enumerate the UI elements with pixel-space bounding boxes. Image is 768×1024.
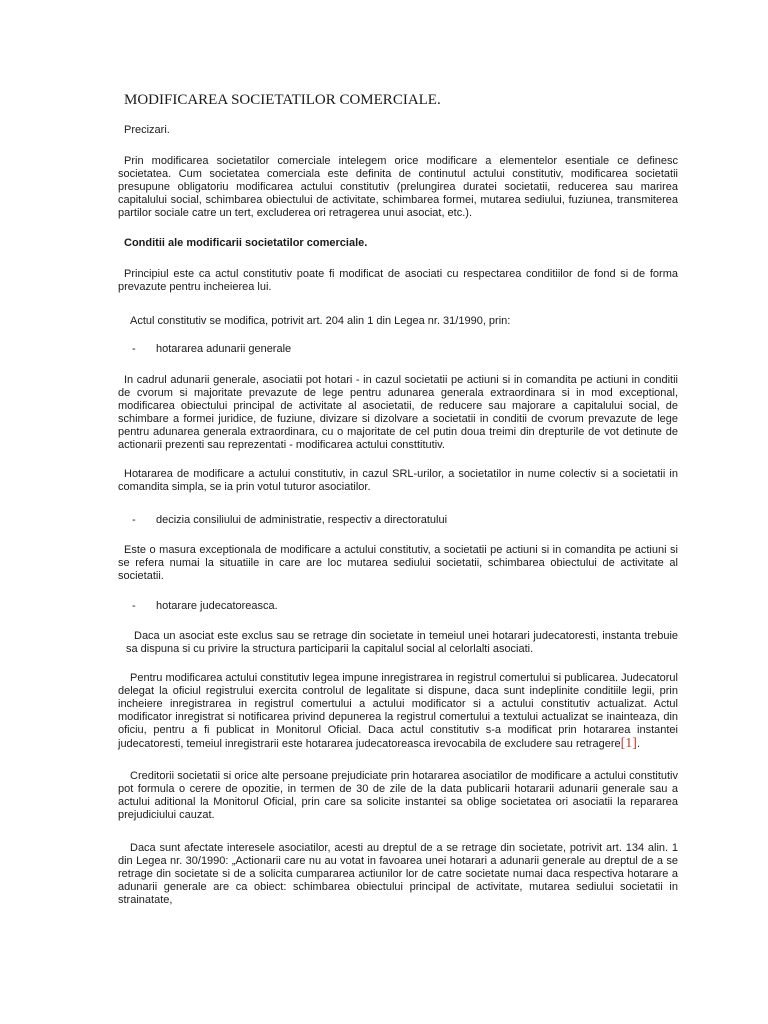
paragraph-registration-text: Pentru modificarea actului constitutiv legea impune inregistrarea in registrul comertului si publicarea. Judecatorul delegat la oficiul registrului exercita controlul de legalitate si dispune, daca sunt indeplinite conditiile legii, prin incheiere inregistrarea in registrul comertului a actului modificator si a actului constitutiv actualizat. Actul modificator inregistrat si notificarea privind depunerea la registrul comertului a textului actualizat se inainteaza, din oficiu, pentru a fi publicat in Monitorul Oficial. Daca actul constitutiv s-a modificat prin hotararea instantei judecatoresti, temeiul inregistrarii este hotararea judecatoreasca irevocabila de excludere sau retragere	[118, 672, 678, 750]
list-item-label: hotarare judecatoreasca.	[156, 600, 278, 612]
paragraph-registration	[118, 672, 678, 751]
paragraph-general-assembly: In cadrul adunarii generale, asociatii pot hotari - in cazul societatii pe actiuni si in comandita pe actiuni in conditii de cvorum si majoritate prevazute de lege pentru adunarea generala extraordinara si in mod exceptional, modificarea obiectului principal de activitate al asocietatii, de reducere sau majorare a capitalului social, de schimbare a formei juridice, de fuziune, divizare si dizolvare a societatii in conditii de cvorum prevazute de lege pentru adunarea generala extraordinara, cu o majoritate de cel putin doua treimi din drepturile de vot detinute de actionarii prezenti sau reprezentati - modificarea actului consttitutiv.	[118, 374, 678, 451]
section-lead: Precizari.	[124, 124, 170, 136]
list-item	[132, 343, 291, 356]
document-title: MODIFICAREA SOCIETATILOR COMERCIALE.	[124, 92, 441, 108]
section-heading: Conditii ale modificarii societatilor comerciale.	[124, 237, 368, 249]
paragraph-srl-decision: Hotararea de modificare a actului constitutiv, in cazul SRL-urilor, a societatilor in nume colectiv si a societatii in comandita simpla, se ia prin votul tuturor asociatilor.	[118, 468, 678, 493]
paragraph-court-decision: Daca un asociat este exclus sau se retrage din societate in temeiul unei hotarari judecatoresti, instanta trebuie sa dispuna si cu privire la structura participarii la capitalul social al celorlalti asociati.	[126, 630, 678, 655]
paragraph-definition: Prin modificarea societatilor comerciale intelegem orice modificare a elementelor esentiale ce definesc societatea. Cum societatea comerciala este definita de continutul actului constitutiv, modificarea societatii presupune obligatoriu modificarea actului constitutiv (prelungirea duratei societatii, reducerea sau marirea capitalului social, schimbarea obiectului de activitate, schimbarea formei, mutarea sediului, fuziunea, transmiterea partilor sociale catre un tert, excluderea ori retragerea unui asociat, etc.).	[118, 155, 678, 219]
bullet-dash: -	[132, 514, 136, 526]
footnote-reference-link[interactable]: [1]	[620, 736, 637, 751]
paragraph-withdrawal-right: Daca sunt afectate interesele asociatilor, acesti au dreptul de a se retrage din societate, potrivit art. 134 alin. 1 din Legea nr. 30/1990: „Actionarii care nu au votat in favoarea unei hotarari a adunarii generale au dreptul de a se retrage din societate si de a solicita cumpararea actiunilor lor de catre societate numai daca respectiva hotarare a adunarii generale are ca obiect: schimbarea obiectului principal de activitate, mutarea sediului societatii in strainatate,	[118, 842, 678, 906]
bullet-dash: -	[132, 600, 136, 612]
paragraph-board-decision: Este o masura exceptionala de modificare a actului constitutiv, a societatii pe actiuni si in comandita pe actiuni si se refera numai la situatiile in care are loc mutarea sediului societatii, schimbarea obiectului de activitate al societatii.	[118, 544, 678, 582]
bullet-dash: -	[132, 343, 136, 355]
list-item-label: decizia consiliului de administratie, respectiv a directoratului	[156, 514, 448, 526]
paragraph-creditors-opposition: Creditorii societatii si orice alte persoane prejudiciate prin hotararea asociatilor de modificare a actului constitutiv pot formula o cerere de opozitie, in termen de 30 de zile de la data publicarii hotararii adunarii generale sau a actului aditional la Monitorul Oficial, prin care sa solicite instantei sa oblige societatea ori asociatii la repararea prejudiciului cauzat.	[118, 770, 678, 821]
paragraph-principle: Principiul este ca actul constitutiv poate fi modificat de asociati cu respectarea conditiilor de fond si de forma prevazute pentru incheierea lui.	[118, 268, 678, 293]
list-item	[132, 600, 278, 613]
sentence-end: .	[636, 738, 640, 750]
paragraph-legal-basis: Actul constitutiv se modifica, potrivit art. 204 alin 1 din Legea nr. 31/1990, prin:	[130, 315, 511, 327]
list-item	[132, 514, 447, 527]
list-item-label: hotararea adunarii generale	[156, 343, 292, 355]
